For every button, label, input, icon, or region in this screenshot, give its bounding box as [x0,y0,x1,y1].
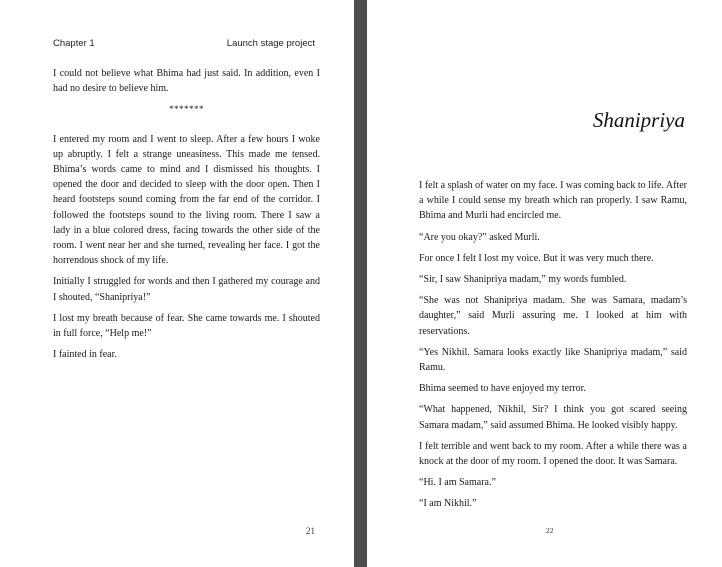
running-head [53,38,315,49]
paragraph: “Yes Nikhil. Samara looks exactly like Shanipriya madam,” said Ramu. [419,346,687,374]
paragraph: “I am Nikhil.” [419,498,477,510]
paragraph: Initially I struggled for words and then I gathered my courage and I shouted, “Shanipriya!” [53,276,320,303]
paragraph: “She was not Shanipriya madam. She was Samara, madam’s daughter,” said Murli assuring me. I looked at him with reservations. [419,295,687,337]
running-head-chapter: Chapter 1 [53,38,95,49]
left-page [0,0,354,567]
paragraph: I felt a splash of water on my face. I was coming back to life. After a while I could sense my breath which ran properly. I saw Ramu, Bhima and Murli had encircled me. [419,180,687,222]
paragraph: “Are you okay?” asked Murli. [419,231,540,243]
paragraph: For once I felt I lost my voice. But it was very much there. [419,252,654,264]
paragraph: I entered my room and I went to sleep. After a few hours I woke up abruptly. I felt a strange uneasiness. This made me tensed. Bhima’s words came to mind and I dismissed his thoughts. I opened the door and decided to sleep with the door open. Then I heard footsteps sound coming from the far end of the corridor. I followed the footsteps sound to the living room. There I saw a lady in a blue colored dress, facing towards the other side of the room. I went near her and she turned, revealing her face. I got the horrendous shock of my life. [53,133,320,267]
paragraph: “Sir, I saw Shanipriya madam,” my words fumbled. [419,274,627,286]
page-number: 21 [306,526,315,536]
paragraph: “What happened, Nikhil, Sir? I think you got scared seeing Samara madam,” said assumed Bhima. He looked visibly happy. [419,404,687,431]
page-number: 22 [546,526,554,535]
page-gutter [354,0,367,567]
paragraph: I lost my breath because of fear. She came towards me. I shouted in full force, “Help me!” [53,312,320,340]
paragraph: Bhima seemed to have enjoyed my terror. [419,383,586,395]
left-page-body [53,66,320,368]
running-head-title: Launch stage project [226,38,315,49]
paragraph: I could not believe what Bhima had just said. In addition, even I had no desire to believe him. [53,68,320,95]
paragraph: “Hi. I am Samara.” [419,477,496,489]
right-page [367,0,722,567]
right-page-body [419,178,687,518]
paragraph: I fainted in fear. [53,349,117,361]
paragraph: I felt terrible and went back to my room. After a while there was a knock at the door of my room. I opened the door. It was Samara. [419,440,687,468]
chapter-title: Shanipriya [592,108,685,132]
scene-separator: ******* [169,104,204,115]
